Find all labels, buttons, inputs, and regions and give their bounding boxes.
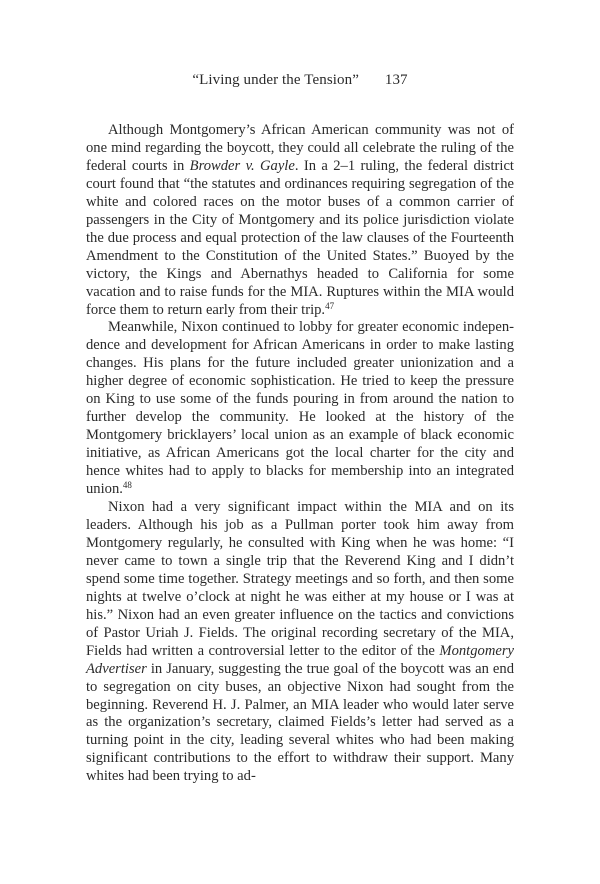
text-run: in January, suggesting the true goal of the boycott was an end to segregation on city buses, an objective Nixon had sought from the beginning. Reverend H. J. Palmer, an MIA leader who would later serve as the organization’s secretary, claimed Fields’s letter had served as a turning point in the city, leading several whites who had been making significant contributions to the effort to withdraw their support. Many whites had been trying to ad- [86, 660, 514, 785]
paragraph-2 [86, 319, 514, 499]
footnote-ref-48[interactable]: 48 [122, 480, 132, 491]
text-run: Although Montgomery’s African American community was not of one mind regarding the boycott, they could all celebrate the ruling of the federal courts in [86, 122, 514, 174]
paragraph-1 [86, 122, 514, 319]
body-text [86, 122, 514, 786]
running-head [0, 72, 600, 89]
chapter-title: “Living under the Tension” [192, 72, 359, 88]
footnote-ref-47[interactable]: 47 [325, 300, 335, 311]
text-run: . In a 2–1 ruling, the federal district court found that “the statutes and ordinances requiring segregation of the white and colored races on the motor buses of a common carrier of passengers in the City of Montgomery and its police jurisdiction violate the due process and equal protection of the law clauses of the Fourteenth Amendment to the Constitution of the United States.” Buoyed by the victory, the Kings and Abernathys headed to California for some vacation and to raise funds for the MIA. Ruptures within the MIA would force them to return early from their trip. [86, 157, 514, 318]
text-run: Nixon had a very significant impact within the MIA and on its leaders. Although his job as a Pullman porter took him away from Montgomery regularly, he consulted with King when he was home: “I never came to town a single trip that the Reverend King and I didn’t spend some time together. Strategy meetings and so forth, and then some nights at twelve o’clock at night he was either at my house or I was at his.” Nixon had an even greater influence on the tactics and convictions of Pastor Uriah J. Fields. The original recording secretary of the MIA, Fields had written a controversial letter to the editor of the [86, 499, 514, 659]
paragraph-3 [86, 499, 514, 786]
page-number: 137 [384, 72, 408, 88]
text-run: Meanwhile, Nixon continued to lobby for greater economic independence and development for African Americans in order to make lasting changes. His plans for the future included greater unionization and a higher degree of economic sophistication. He tried to keep the pressure on King to use some of the funds pouring in from around the nation to further develop the community. He looked at the history of the Montgomery bricklayers’ local union as an example of black economic initiative, as African Americans got the local charter for the city and hence whites had to apply to blacks for membership into an integrated union. [86, 319, 514, 498]
case-name-italic: Browder v. Gayle [189, 157, 295, 174]
newspaper-title-italic: Montgomery Advertiser [86, 642, 514, 677]
